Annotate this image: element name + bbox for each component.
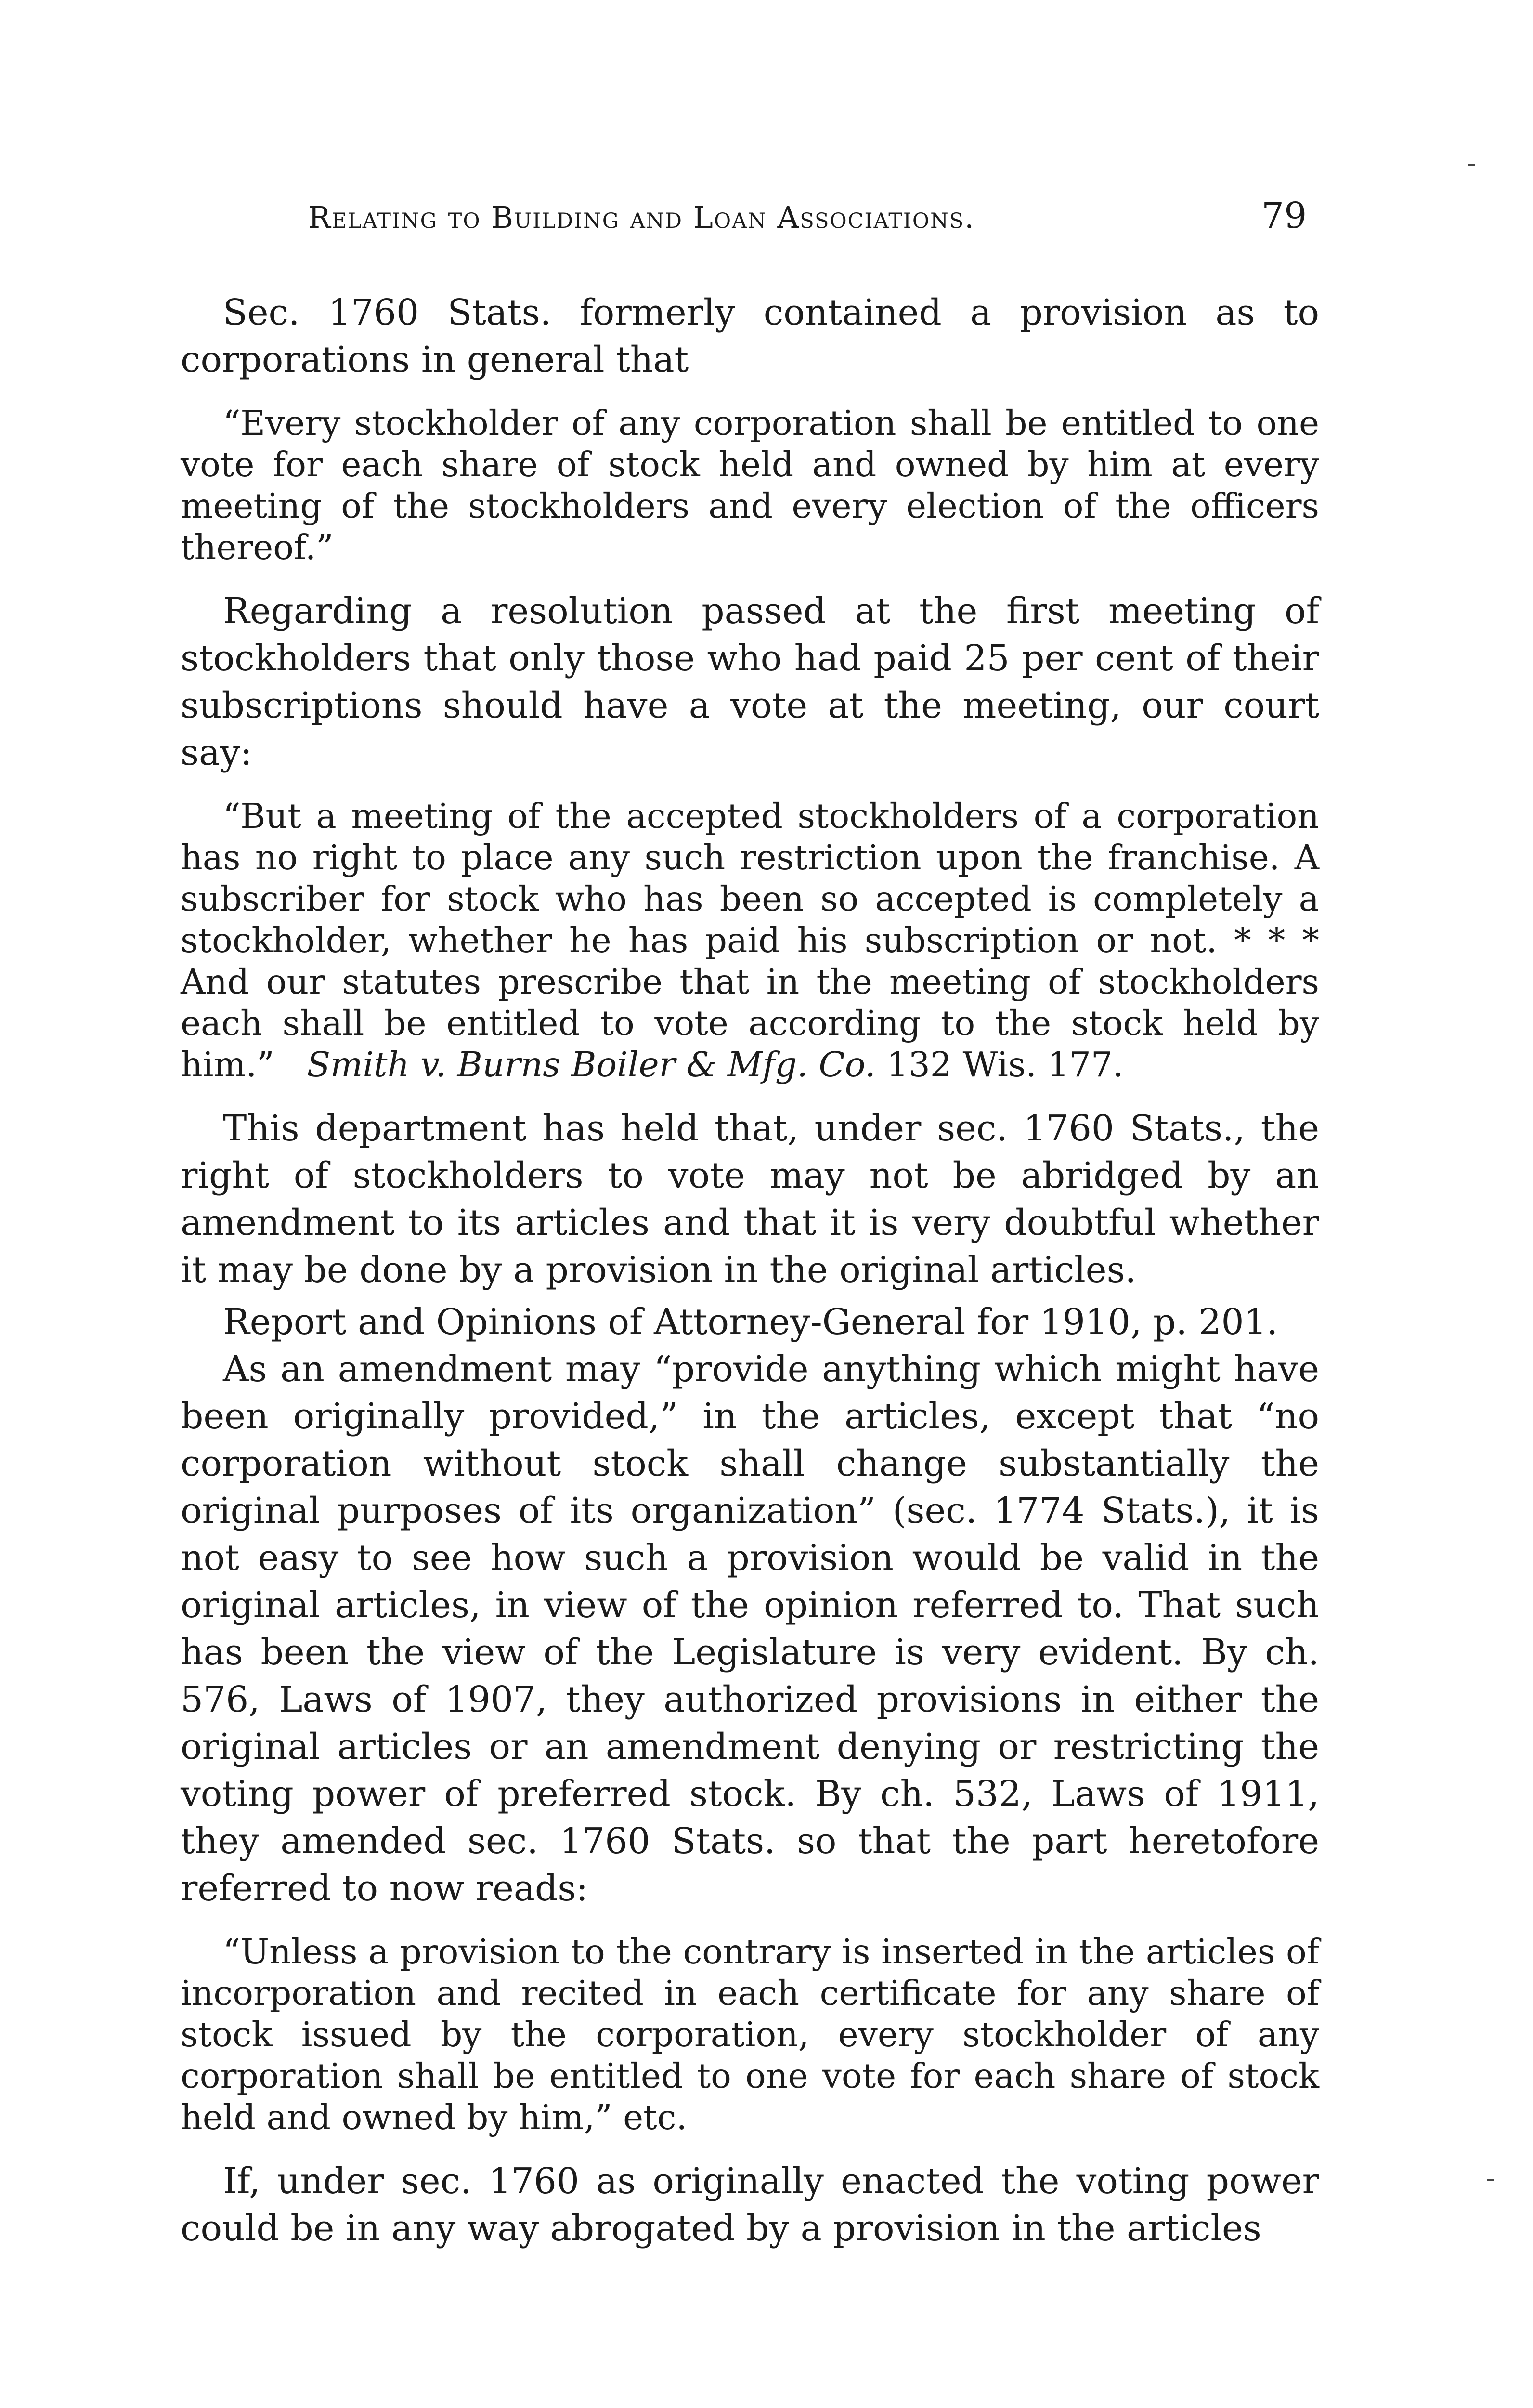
paragraph-1: Sec. 1760 Stats. formerly contained a provision as to corporations in general that [181,292,1319,380]
paragraph-3: This department has held that, under sec. 1760 Stats., the right of stockholders to vote may not be abridged by an amendment to its articles and that it is very doubtful whether it may be done by a provision in the original articles. [181,1108,1319,1291]
quotation-1: “Every stockholder of any corporation shall be entitled to one vote for each share of stock held and owned by him at every meeting of the stockholders and every election of the officers thereof.” [181,403,1319,567]
running-header: Relating to Building and Loan Associations. [308,200,975,235]
case-citation: Smith v. Burns Boiler & Mfg. Co. [307,1045,876,1085]
quotation-2-text: “But a meeting of the accepted stockholders of a corporation has no right to place any such restriction upon the franchise. A subscriber for stock who has been so accepted is completely a stockholder, whether he has paid his subscription or not. * * * And our statutes prescribe that in the meeting of stockholders each shall be entitled to vote according to the stock held by him.” [181,796,1319,1085]
quotation-2 [181,796,1319,1086]
page-number: 79 [1261,195,1307,236]
quotation-3: “Unless a provision to the contrary is inserted in the articles of incorporation and recited in each certificate for any share of stock issued by the corporation, every stockholder of any corporation shall be entitled to one vote for each share of stock held and owned by him,” etc. [181,1932,1319,2137]
paragraph-6: If, under sec. 1760 as originally enacted the voting power could be in any way abrogated by a provision in the articles [181,2160,1319,2249]
paragraph-5: As an amendment may “provide anything which might have been originally provided,” in the articles, except that “no corporation without stock shall change substantially the original purposes of its organization” (sec. 1774 Stats.), it is not easy to see how such a provision would be valid in the original articles, in view of the opinion referred to. That such has been the view of the Legislature is very evident. By ch. 576, Laws of 1907, they authorized provisions in either the original articles or an amendment denying or restricting the voting power of preferred stock. By ch. 532, Laws of 1911, they amended sec. 1760 Stats. so that the part heretofore referred to now reads: [181,1348,1319,1909]
reporter-citation: 132 Wis. 177. [886,1045,1124,1085]
page-body [181,289,1319,2252]
paragraph-2: Regarding a resolution passed at the first meeting of stockholders that only those who had paid 25 per cent of their subscriptions should have a vote at the meeting, our court say: [181,590,1319,773]
scan-mark [1468,164,1475,166]
paragraph-4: Report and Opinions of Attorney-General for 1910, p. 201. [223,1301,1278,1343]
scan-mark [1487,2179,1494,2181]
